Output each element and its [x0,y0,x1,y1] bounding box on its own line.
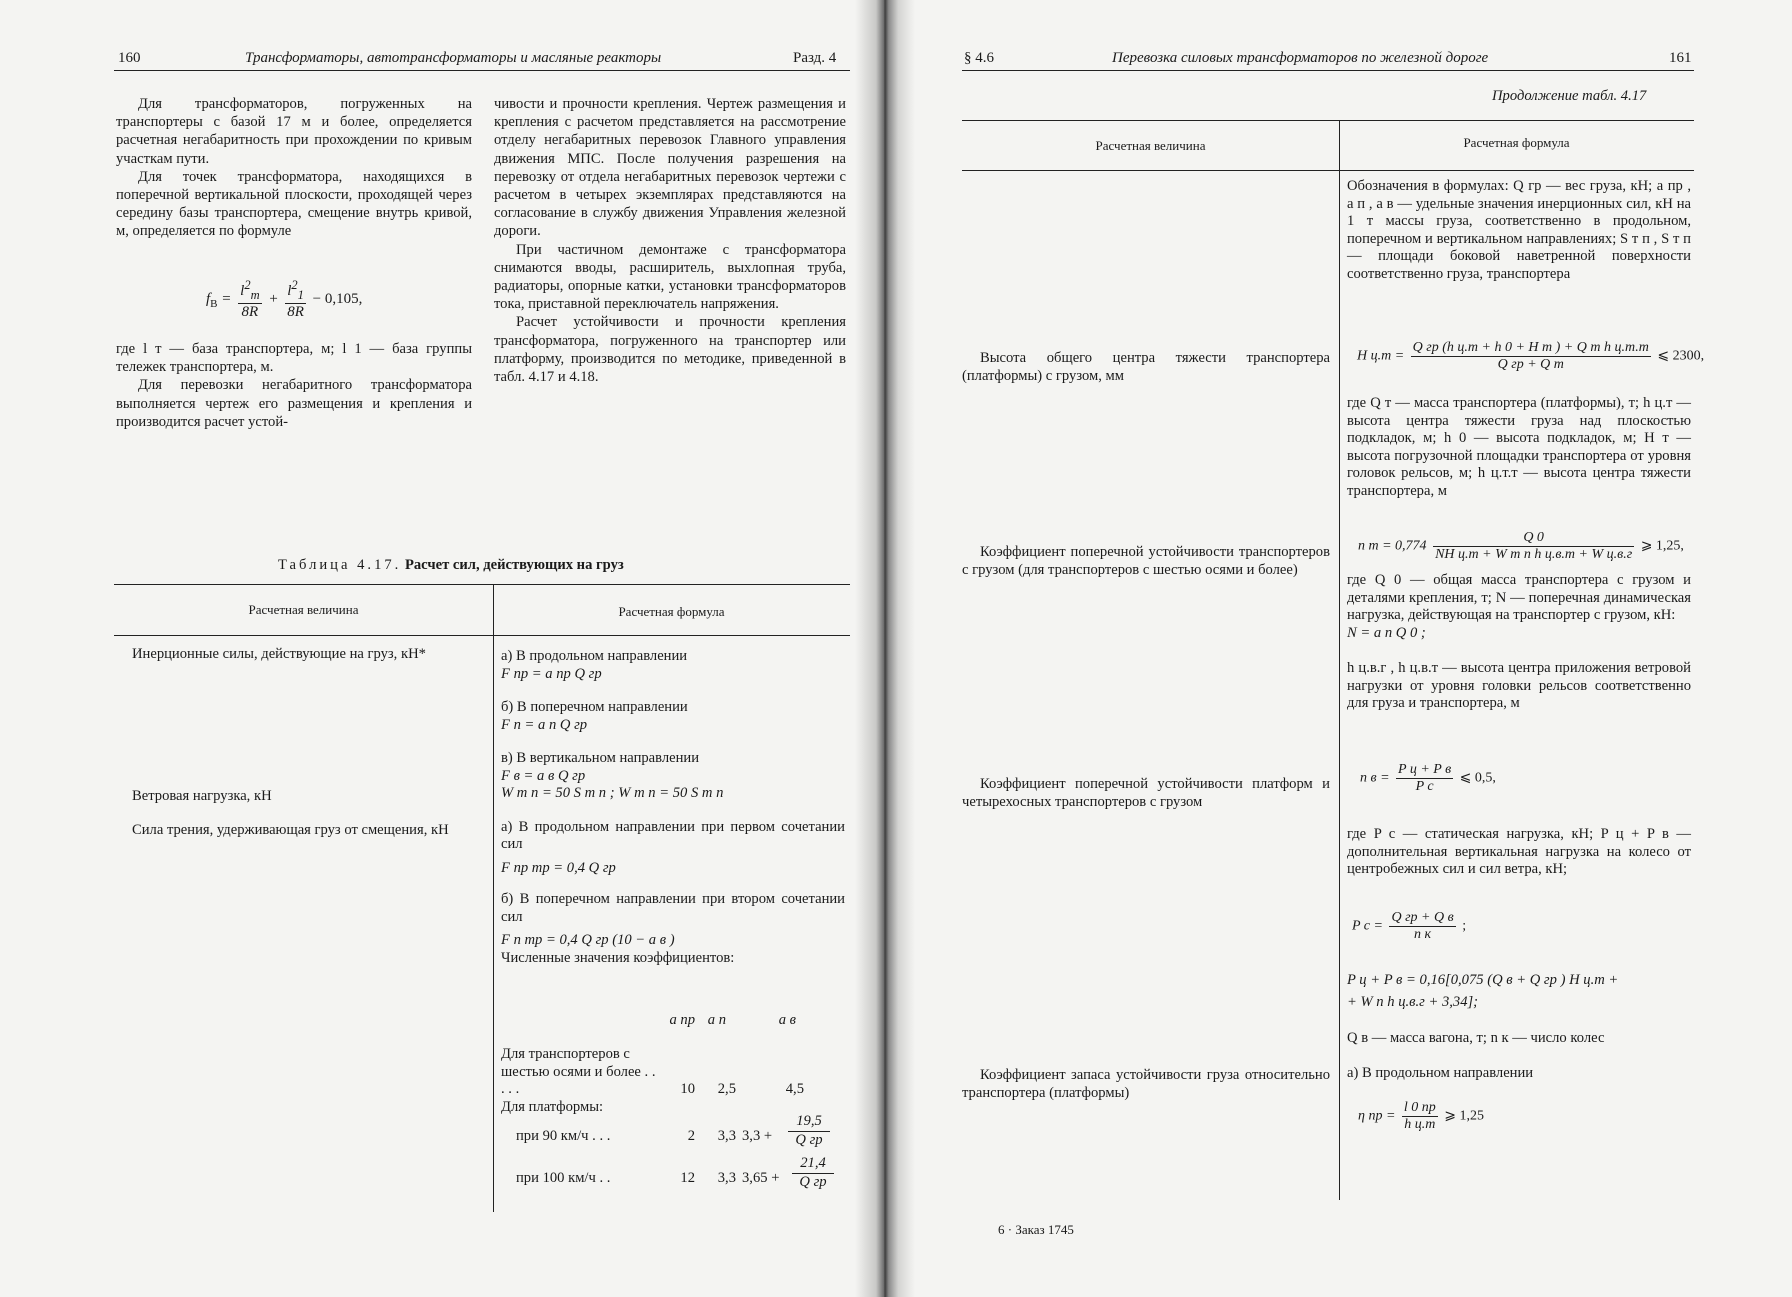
table-row-label [962,1067,1330,1102]
left-column-1 [116,95,472,241]
where-paragraph: где Q 0 — общая масса транспортера с грузом и деталями крепления, т; N — поперечная динамическая нагрузка, действующая на транспортер с грузом, кН: [1347,572,1691,623]
table-continuation: Продолжение табл. 4.17 [1492,88,1647,104]
formula-lhs: n в = [1360,770,1390,786]
formula-lhs-sub: В [210,297,218,310]
formula-line: N = a п Q 0 ; [1347,624,1426,641]
fraction-numerator: 21,4 [792,1155,834,1174]
formula-line: W т п = 50 S т п ; W т п = 50 S т п [501,785,724,801]
table-row-label [114,788,484,806]
coef-value: 4,5 [785,1081,804,1097]
paragraph: Для точек трансформатора, находящихся в поперечной вертикальной плоскости, проходящей через середину базы транспортера, смещение внутрь кривой, м, определяется по формуле [116,168,472,240]
where-paragraph: где Q т — масса транспортера (платформы), т; h ц.т — высота центра тяжести груза над плоскостью подкладок, м; h 0 — высота подкладок, м; H т — высота погрузочной площадки транспортера от уровня головок рельсов, м; h ц.т.т — высота центра тяжести транспортера, м [1347,395,1691,499]
coef-value: 3,3 [717,1128,736,1144]
page-footer: 6 · Заказ 1745 [998,1222,1074,1237]
formula-line: F в = a в Q гр [501,767,586,784]
table-header-formula: Расчетная формула [1463,135,1570,150]
fraction-denominator: P с [1415,779,1434,794]
fraction: $\frac{l^2_т}{8R}$ [240,278,260,320]
paragraph: где l т — база транспортера, м; l 1 — база группы тележек транспортера, м. [116,341,472,376]
coef-row-label: Для транспортеров с шестью осями и более . . . . . [501,1046,656,1097]
row-label-wind: Ветровая нагрузка, кН [132,788,272,804]
paragraph: Расчет устойчивости и прочности крепления трансформатора, погруженного на транспортер или платформу, производится по методике, приведенной в табл. 4.17 и 4.18. [494,314,846,386]
formula-line: F пр тр = 0,4 Q гр [501,859,616,876]
formula-lhs: η пр = [1358,1108,1396,1124]
formula-tail: − 0,105, [312,290,363,307]
row-label-friction: Сила трения, удерживающая груз от смещения, кН [132,822,449,838]
where-paragraph: где P с — статическая нагрузка, кН; P ц + P в — дополнительная вертикальная нагрузка на колесо от центробежных сил и сил ветра, кН; [1347,826,1691,877]
fraction-denominator: n к [1414,927,1432,942]
formula-line: F пр = a пр Q гр [501,665,602,682]
fraction [1402,1100,1438,1133]
formula-tail: ⩽ 2300, [1657,348,1705,364]
table-column-divider [493,584,494,1212]
fraction-denominator: NH ц.т + W т п h ц.в.т + W ц.в.г [1435,547,1633,562]
formula-tail: ; [1462,918,1467,934]
caption-prefix: Таблица 4.17. [278,557,402,573]
formula-caption: в) В вертикальном направлении [501,750,700,766]
row-label-platform-stability: Коэффициент поперечной устойчивости платформ и четырехосных транспортеров с грузом [962,776,1330,810]
additional-load-formula [1347,972,1691,1011]
fraction-numerator: Q 0 [1433,530,1634,547]
formula-lhs: H ц.т = [1357,348,1405,364]
notation-paragraph: Обозначения в формулах: Q гр — вес груза, кН; a пр , a п , a в — удельные значения инерционных сил, кН на 1 т массы груза, соответственно в продольном, поперечном и вертикальном направлениях; S т п , S т п — площади боковой наветренной поверхности соответственно груза, транспортера [1347,178,1691,282]
coef-value: 3,65 + [742,1170,780,1186]
formula-caption: б) В поперечном направлении [501,699,688,715]
right-page [892,0,1792,1297]
fraction-denominator: Q гр + Q т [1497,357,1564,372]
formula-lhs: f [206,290,211,307]
fraction-denominator: h ц.т [1404,1117,1436,1132]
coef-header: a п [707,1012,726,1028]
table-column-divider [1339,120,1340,1200]
left-column-1-cont [116,340,472,431]
formula-lhs: P с = [1352,918,1383,934]
formula-caption: б) В поперечном направлении при втором сочетании сил [501,891,845,925]
where-text [1347,1030,1691,1048]
fraction [1411,340,1651,373]
where-paragraph: h ц.в.г , h ц.в.т — высота центра приложения ветровой нагрузки от уровня головки рельсов соответственно для груза и транспортера, м [1347,660,1691,711]
paragraph: Для перевозки негабаритного трансформатора выполняется чертеж его размещения и крепления и производится расчет устой- [116,377,472,430]
fraction-numerator: Q гр + Q в [1391,910,1454,925]
coef-value: 10 [680,1081,695,1097]
caption-title: Расчет сил, действующих на груз [404,557,624,573]
where-paragraph: Q в — масса вагона, т; n к — число колес [1347,1030,1605,1046]
transverse-stability-formula [1358,530,1684,563]
where-text [1347,572,1691,713]
coefficients-title: Численные значения коэффициентов: [501,949,735,966]
fraction-denominator: Q гр [799,1173,827,1190]
formula-tail: ⩾ 1,25 [1444,1108,1485,1124]
row-label-inertia: Инерционные силы, действующие на груз, кН* [132,646,426,662]
formula-lhs: n т = 0,774 [1358,538,1427,554]
row-label-safety-factor: Коэффициент запаса устойчивости груза относительно транспортера (платформы) [962,1067,1330,1101]
table-row-label [962,776,1330,811]
fraction: $\frac{l^2_1}{8R}$ [287,278,304,320]
where-text [1347,395,1691,500]
fraction [788,1113,830,1149]
fraction-numerator: Q гр (h ц.т + h 0 + H т ) + Q т h ц.т.т [1412,340,1649,355]
paragraph: При частичном демонтаже с трансформатора снимаются вводы, расширитель, выхлопная труба, радиаторы, опорные катки, установки трансформаторов тока, приставной переключатель напряжения. [494,241,846,313]
fraction-numerator: 19,5 [788,1113,830,1132]
right-head-rule [962,70,1694,71]
center-height-formula [1357,340,1704,373]
coef-value: 3,3 [717,1170,736,1186]
table-row-label [962,350,1330,385]
left-page [0,0,880,1297]
row-label-height: Высота общего центра тяжести транспортера (платформы) с грузом, мм [962,350,1330,384]
coef-row-label: при 100 км/ч . . [516,1170,611,1186]
left-running-title: Трансформаторы, автотрансформаторы и масляные реакторы [245,50,662,66]
paragraph: Для трансформаторов, погруженных на транспортеры с базой 17 м и более, определяется расчетная негабаритность при прохождении по кривым участкам пути. [116,96,472,167]
notation-text [1347,178,1691,283]
where-text [1347,826,1691,879]
coef-header: a пр [669,1012,695,1028]
table-header-rule [114,635,850,636]
right-page-number: 161 [1669,50,1692,66]
table-top-rule [962,120,1694,121]
formula-tail: ⩾ 1,25, [1640,538,1684,554]
table-row-label [962,544,1330,579]
formula-caption: а) В продольном направлении [501,648,688,664]
section-number: § 4.6 [964,50,994,66]
formula-tail: ⩽ 0,5, [1459,770,1496,786]
left-head-rule [114,70,850,71]
platform-stability-formula [1360,762,1496,795]
formula-line: F п тр = 0,4 Q гр (10 − a в ) [501,932,675,948]
table-caption [278,557,624,574]
table-row-label [114,822,484,840]
fraction-denominator: Q гр [795,1131,823,1148]
left-page-number: 160 [118,50,141,66]
fraction [1389,910,1455,943]
coef-header: a в [778,1012,796,1028]
fraction-numerator: P ц + P в [1398,762,1452,777]
table-header-quantity: Расчетная величина [248,602,359,617]
coef-value: 2,5 [717,1081,736,1097]
table-header-rule [962,170,1694,171]
coef-row-label: Для платформы: [501,1099,604,1115]
deflection-formula: $f_В$ = $\frac{l^2_т}{8R}$ + $\frac{l^2_1}{8R}$ − 0,105, [206,278,363,320]
table-header-formula: Расчетная формула [618,604,725,619]
left-column-2 [494,95,846,386]
fraction-numerator: l 0 пр [1403,1100,1436,1115]
coef-value: 3,3 + [742,1128,773,1144]
table-top-rule [114,584,850,585]
coef-value: 12 [680,1170,695,1186]
coef-row-label: при 90 км/ч . . . [516,1128,611,1144]
table-header-quantity: Расчетная величина [1095,138,1206,153]
static-load-formula [1352,910,1466,943]
fraction [792,1155,834,1191]
paragraph: чивости и прочности крепления. Чертеж размещения и крепления с расчетом представляется на рассмотрение отделу негабаритных перевозок Главного управления движения МПС. После получения разрешения на перевозку от отдела негабаритных перевозок чертежи с расчетом в четырех экземплярах представляются на согласование в службу движения Управления железной дороги. [494,96,846,240]
coef-value: 2 [687,1128,695,1144]
fraction [1396,762,1453,795]
section-label: Разд. 4 [793,50,837,66]
formula-line: + W п h ц.в.г + 3,34]; [1347,993,1479,1010]
formula-line: P ц + P в = 0,16[0,075 (Q в + Q гр ) H ц.т + [1347,972,1619,988]
fraction [1433,530,1634,563]
table-formula-cell [501,648,845,967]
formula-caption: а) В продольном направлении [1347,1065,1534,1081]
table-row-label [114,646,484,664]
right-running-title: Перевозка силовых трансформаторов по железной дороге [1112,50,1489,66]
row-label-transverse-stability: Коэффициент поперечной устойчивости транспортеров с грузом (для транспортеров с шестью осями и более) [962,544,1330,578]
safety-factor-formula [1358,1100,1484,1133]
formula-caption: а) В продольном направлении при первом сочетании сил [501,818,845,852]
formula-line: F п = a п Q гр [501,716,588,733]
